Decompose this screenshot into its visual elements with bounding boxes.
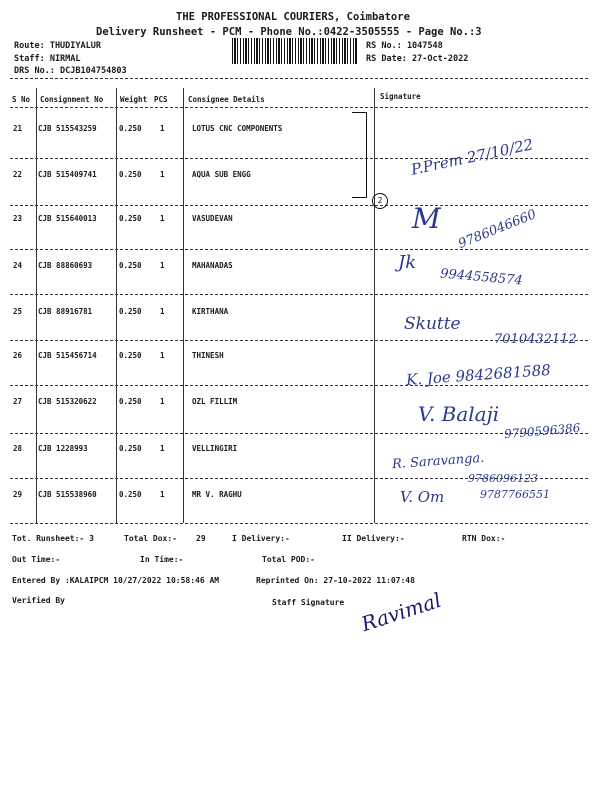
row-consignee: AQUA SUB ENGG xyxy=(192,170,251,179)
signature-28: R. Saravanga. xyxy=(391,450,485,473)
staff-label: Staff: NIRMAL xyxy=(14,54,81,64)
row-consignee: LOTUS CNC COMPONENTS xyxy=(192,124,283,133)
i-delivery: I Delivery:- xyxy=(232,534,290,543)
row-consignee: MR V. RAGHU xyxy=(192,490,242,499)
row-consignment: CJB 515320622 xyxy=(38,397,97,406)
row-weight: 0.250 xyxy=(119,397,142,406)
row-consignee: OZL FILLIM xyxy=(192,397,238,406)
phone-27: 9790596386 xyxy=(503,420,581,442)
circled-mark: 2 xyxy=(372,193,388,209)
row-sno: 26 xyxy=(13,351,23,360)
row-consignee: VASUDEVAN xyxy=(192,214,233,223)
verified-by: Verified By xyxy=(12,596,65,605)
phone-29: 9787766551 xyxy=(480,488,550,501)
row-sno: 25 xyxy=(13,307,23,316)
staff-signature-label: Staff Signature xyxy=(272,598,345,607)
row-sno: 23 xyxy=(13,214,23,223)
rtn-dox: RTN Dox:- xyxy=(462,534,506,543)
row-divider xyxy=(10,433,588,434)
row-sno: 27 xyxy=(13,397,23,406)
row-divider xyxy=(10,205,588,206)
total-dox-label: Total Dox:- xyxy=(124,534,177,543)
row-consignment: CJB 515640013 xyxy=(38,214,97,223)
col-header-consignment: Consignment No xyxy=(40,95,104,104)
row-consignment: CJB 88860693 xyxy=(38,261,93,270)
row-consignee: VELLINGIRI xyxy=(192,444,238,453)
row-divider xyxy=(10,523,588,524)
row-pcs: 1 xyxy=(160,261,165,270)
reprinted-on: Reprinted On: 27-10-2022 11:07:48 xyxy=(256,576,415,585)
col-header-sno: S No xyxy=(12,95,31,104)
row-pcs: 1 xyxy=(160,397,165,406)
entered-by: Entered By :KALAIPCM 10/27/2022 10:58:46 AM xyxy=(12,576,220,585)
phone-25: 7010432112 xyxy=(494,332,577,347)
divider-line xyxy=(10,107,588,108)
signature-23: M xyxy=(412,202,441,235)
row-pcs: 1 xyxy=(160,307,165,316)
row-consignee: KIRTHANA xyxy=(192,307,229,316)
column-divider xyxy=(374,88,375,523)
row-consignment: CJB 515456714 xyxy=(38,351,97,360)
row-weight: 0.250 xyxy=(119,124,142,133)
row-consignee: MAHANADAS xyxy=(192,261,233,270)
row-pcs: 1 xyxy=(160,170,165,179)
row-pcs: 1 xyxy=(160,214,165,223)
row-pcs: 1 xyxy=(160,351,165,360)
row-weight: 0.250 xyxy=(119,351,142,360)
signature-27: V. Balaji xyxy=(418,402,500,426)
total-pod: Total POD:- xyxy=(262,555,315,564)
row-sno: 22 xyxy=(13,170,23,179)
column-divider xyxy=(183,88,184,523)
col-header-weight: Weight xyxy=(120,95,148,104)
runsheet-subtitle: Delivery Runsheet - PCM - Phone No.:0422-3505555 - Page No.:3 xyxy=(96,26,482,38)
row-weight: 0.250 xyxy=(119,214,142,223)
row-sno: 28 xyxy=(13,444,23,453)
phone-28: 9786096123 xyxy=(468,472,538,485)
row-consignment: CJB 515409741 xyxy=(38,170,97,179)
rs-number: RS No.: 1047548 xyxy=(366,41,443,51)
col-header-signature: Signature xyxy=(380,92,421,101)
col-header-pcs: PCS xyxy=(154,95,168,104)
row-weight: 0.250 xyxy=(119,261,142,270)
row-weight: 0.250 xyxy=(119,444,142,453)
row-weight: 0.250 xyxy=(119,170,142,179)
row-consignment: CJB 515538960 xyxy=(38,490,97,499)
row-consignment: CJB 88916781 xyxy=(38,307,93,316)
phone-24: 9944558574 xyxy=(439,266,524,289)
barcode-image xyxy=(232,38,358,64)
row-pcs: 1 xyxy=(160,444,165,453)
row-consignee: THINESH xyxy=(192,351,224,360)
phone-23: 9786046660 xyxy=(456,207,539,252)
route-label: Route: THUDIYALUR xyxy=(14,41,101,51)
divider-line xyxy=(10,78,588,79)
total-dox-value: 29 xyxy=(196,534,206,543)
signature-26: K. Joe 9842681588 xyxy=(405,360,552,390)
bracket-mark xyxy=(352,112,367,198)
row-pcs: 1 xyxy=(160,490,165,499)
staff-signature: Ravimal xyxy=(358,587,445,637)
row-divider xyxy=(10,385,588,386)
out-time: Out Time:- xyxy=(12,555,61,564)
signature-21: P.Prem 27/10/22 xyxy=(409,135,535,179)
ii-delivery: II Delivery:- xyxy=(342,534,405,543)
signature-24: Jk xyxy=(398,252,417,273)
row-weight: 0.250 xyxy=(119,307,142,316)
drs-number: DRS No.: DCJB104754803 xyxy=(14,66,127,76)
row-divider xyxy=(10,249,588,250)
signature-25: Skutte xyxy=(404,314,461,334)
column-divider xyxy=(116,88,117,523)
row-divider xyxy=(10,294,588,295)
row-sno: 21 xyxy=(13,124,23,133)
row-consignment: CJB 515543259 xyxy=(38,124,97,133)
row-sno: 24 xyxy=(13,261,23,270)
column-divider xyxy=(36,88,37,523)
tot-runsheet: Tot. Runsheet:- 3 xyxy=(12,534,94,543)
rs-date: RS Date: 27-Oct-2022 xyxy=(366,54,469,64)
company-title: THE PROFESSIONAL COURIERS, Coimbatore xyxy=(176,11,410,23)
row-consignment: CJB 1228993 xyxy=(38,444,88,453)
signature-29: V. Om xyxy=(400,488,445,506)
row-weight: 0.250 xyxy=(119,490,142,499)
row-pcs: 1 xyxy=(160,124,165,133)
col-header-consignee: Consignee Details xyxy=(188,95,265,104)
in-time: In Time:- xyxy=(140,555,184,564)
row-sno: 29 xyxy=(13,490,23,499)
